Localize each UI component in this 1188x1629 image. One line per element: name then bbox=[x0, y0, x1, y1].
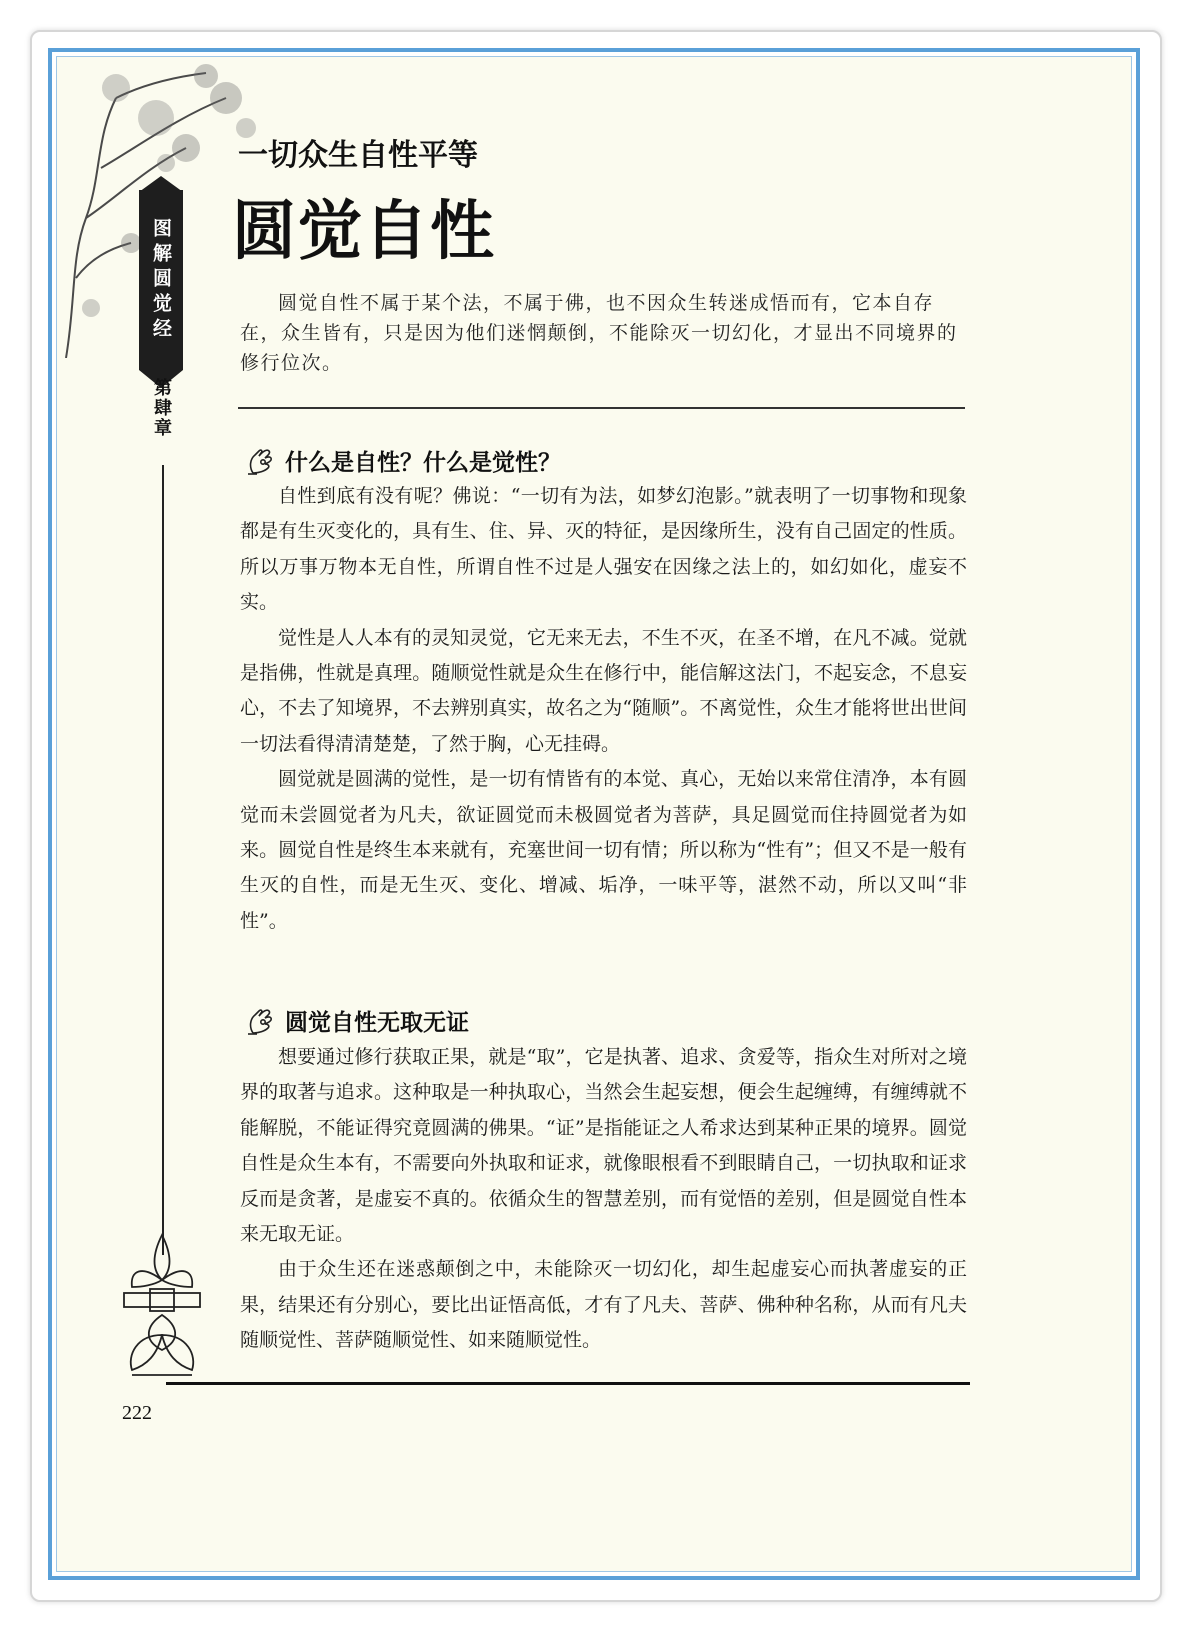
footer-divider bbox=[166, 1382, 970, 1385]
paragraph: 想要通过修行获取正果，就是“取”，它是执著、追求、贪爱等，指众生对所对之境界的取著与追求。这种取是一种执取心，当然会生起妄想，便会生起缠缚，有缠缚就不能解脱，不能证得究竟圆满的佛果。“证”是指能证之人希求达到某种正果的境界。圆觉自性是众生本有，不需要向外执取和证求，就像眼根看不到眼睛自己，一切执取和证求反而是贪著，是虚妄不真的。依循众生的智慧差别，而有觉悟的差别，但是圆觉自性本来无取无证。 bbox=[240, 1046, 967, 1246]
section-body-2 bbox=[240, 1040, 967, 1359]
section-heading-text: 什么是自性？什么是觉性？ bbox=[285, 449, 561, 476]
intro-paragraph: 圆觉自性不属于某个法，不属于佛，也不因众生转迷成悟而有，它本自存在，众生皆有，只是因为他们迷惘颠倒，不能除灭一切幻化，才显出不同境界的修行位次。 bbox=[240, 292, 958, 374]
mudra-hand-icon bbox=[245, 443, 277, 477]
paragraph: 觉性是人人本有的灵知灵觉，它无来无去，不生不灭，在圣不增，在凡不减。觉就是指佛，性就是真理。随顺觉性就是众生在修行中，能信解这法门，不起妄念，不息妄心，不去了知境界，不去辨别真实，故名之为“随顺”。不离觉性，众生才能将世出世间一切法看得清清楚楚，了然于胸，心无挂碍。 bbox=[240, 626, 967, 755]
page-subtitle: 一切众生自性平等 bbox=[238, 138, 478, 173]
paragraph: 由于众生还在迷惑颠倒之中，未能除灭一切幻化，却生起虚妄心而执著虚妄的正果，结果还有分别心，要比出证悟高低，才有了凡夫、菩萨、佛种种名称，从而有凡夫随顺觉性、菩萨随顺觉性、如来随顺觉性。 bbox=[240, 1258, 967, 1352]
intro-divider bbox=[238, 407, 965, 409]
sidebar-book-title: 图解圆觉经 bbox=[150, 217, 172, 343]
section-heading-1 bbox=[245, 443, 561, 477]
sidebar-divider-line bbox=[162, 465, 164, 1255]
page-number: 222 bbox=[122, 1402, 152, 1424]
paragraph: 自性到底有没有呢？佛说：“一切有为法，如梦幻泡影。”就表明了一切事物和现象都是有生灭变化的，具有生、住、异、灭的特征，是因缘所生，没有自己固定的性质。所以万事万物本无自性，所谓自性不过是人强安在因缘之法上的，如幻如化，虚妄不实。 bbox=[240, 485, 967, 614]
paragraph: 圆觉就是圆满的觉性，是一切有情皆有的本觉、真心，无始以来常住清净，本有圆觉而未尝圆觉者为凡夫，欲证圆觉而未极圆觉者为菩萨，具足圆觉而住持圆觉者为如来。圆觉自性是终生本来就有，充塞世间一切有情；所以称为“性有”；但又不是一般有生灭的自性，而是无生灭、变化、增减、垢净，一味平等，湛然不动，所以又叫“非性”。 bbox=[240, 768, 967, 932]
section-body-1 bbox=[240, 479, 967, 939]
page-title: 圆觉自性 bbox=[232, 194, 496, 269]
mudra-hand-icon bbox=[245, 1003, 277, 1037]
section-heading-text: 圆觉自性无取无证 bbox=[285, 1009, 469, 1036]
section-heading-2 bbox=[245, 1003, 469, 1037]
sidebar-chapter: 第肆章 bbox=[151, 378, 172, 438]
lotus-ornament-icon bbox=[112, 1225, 212, 1385]
